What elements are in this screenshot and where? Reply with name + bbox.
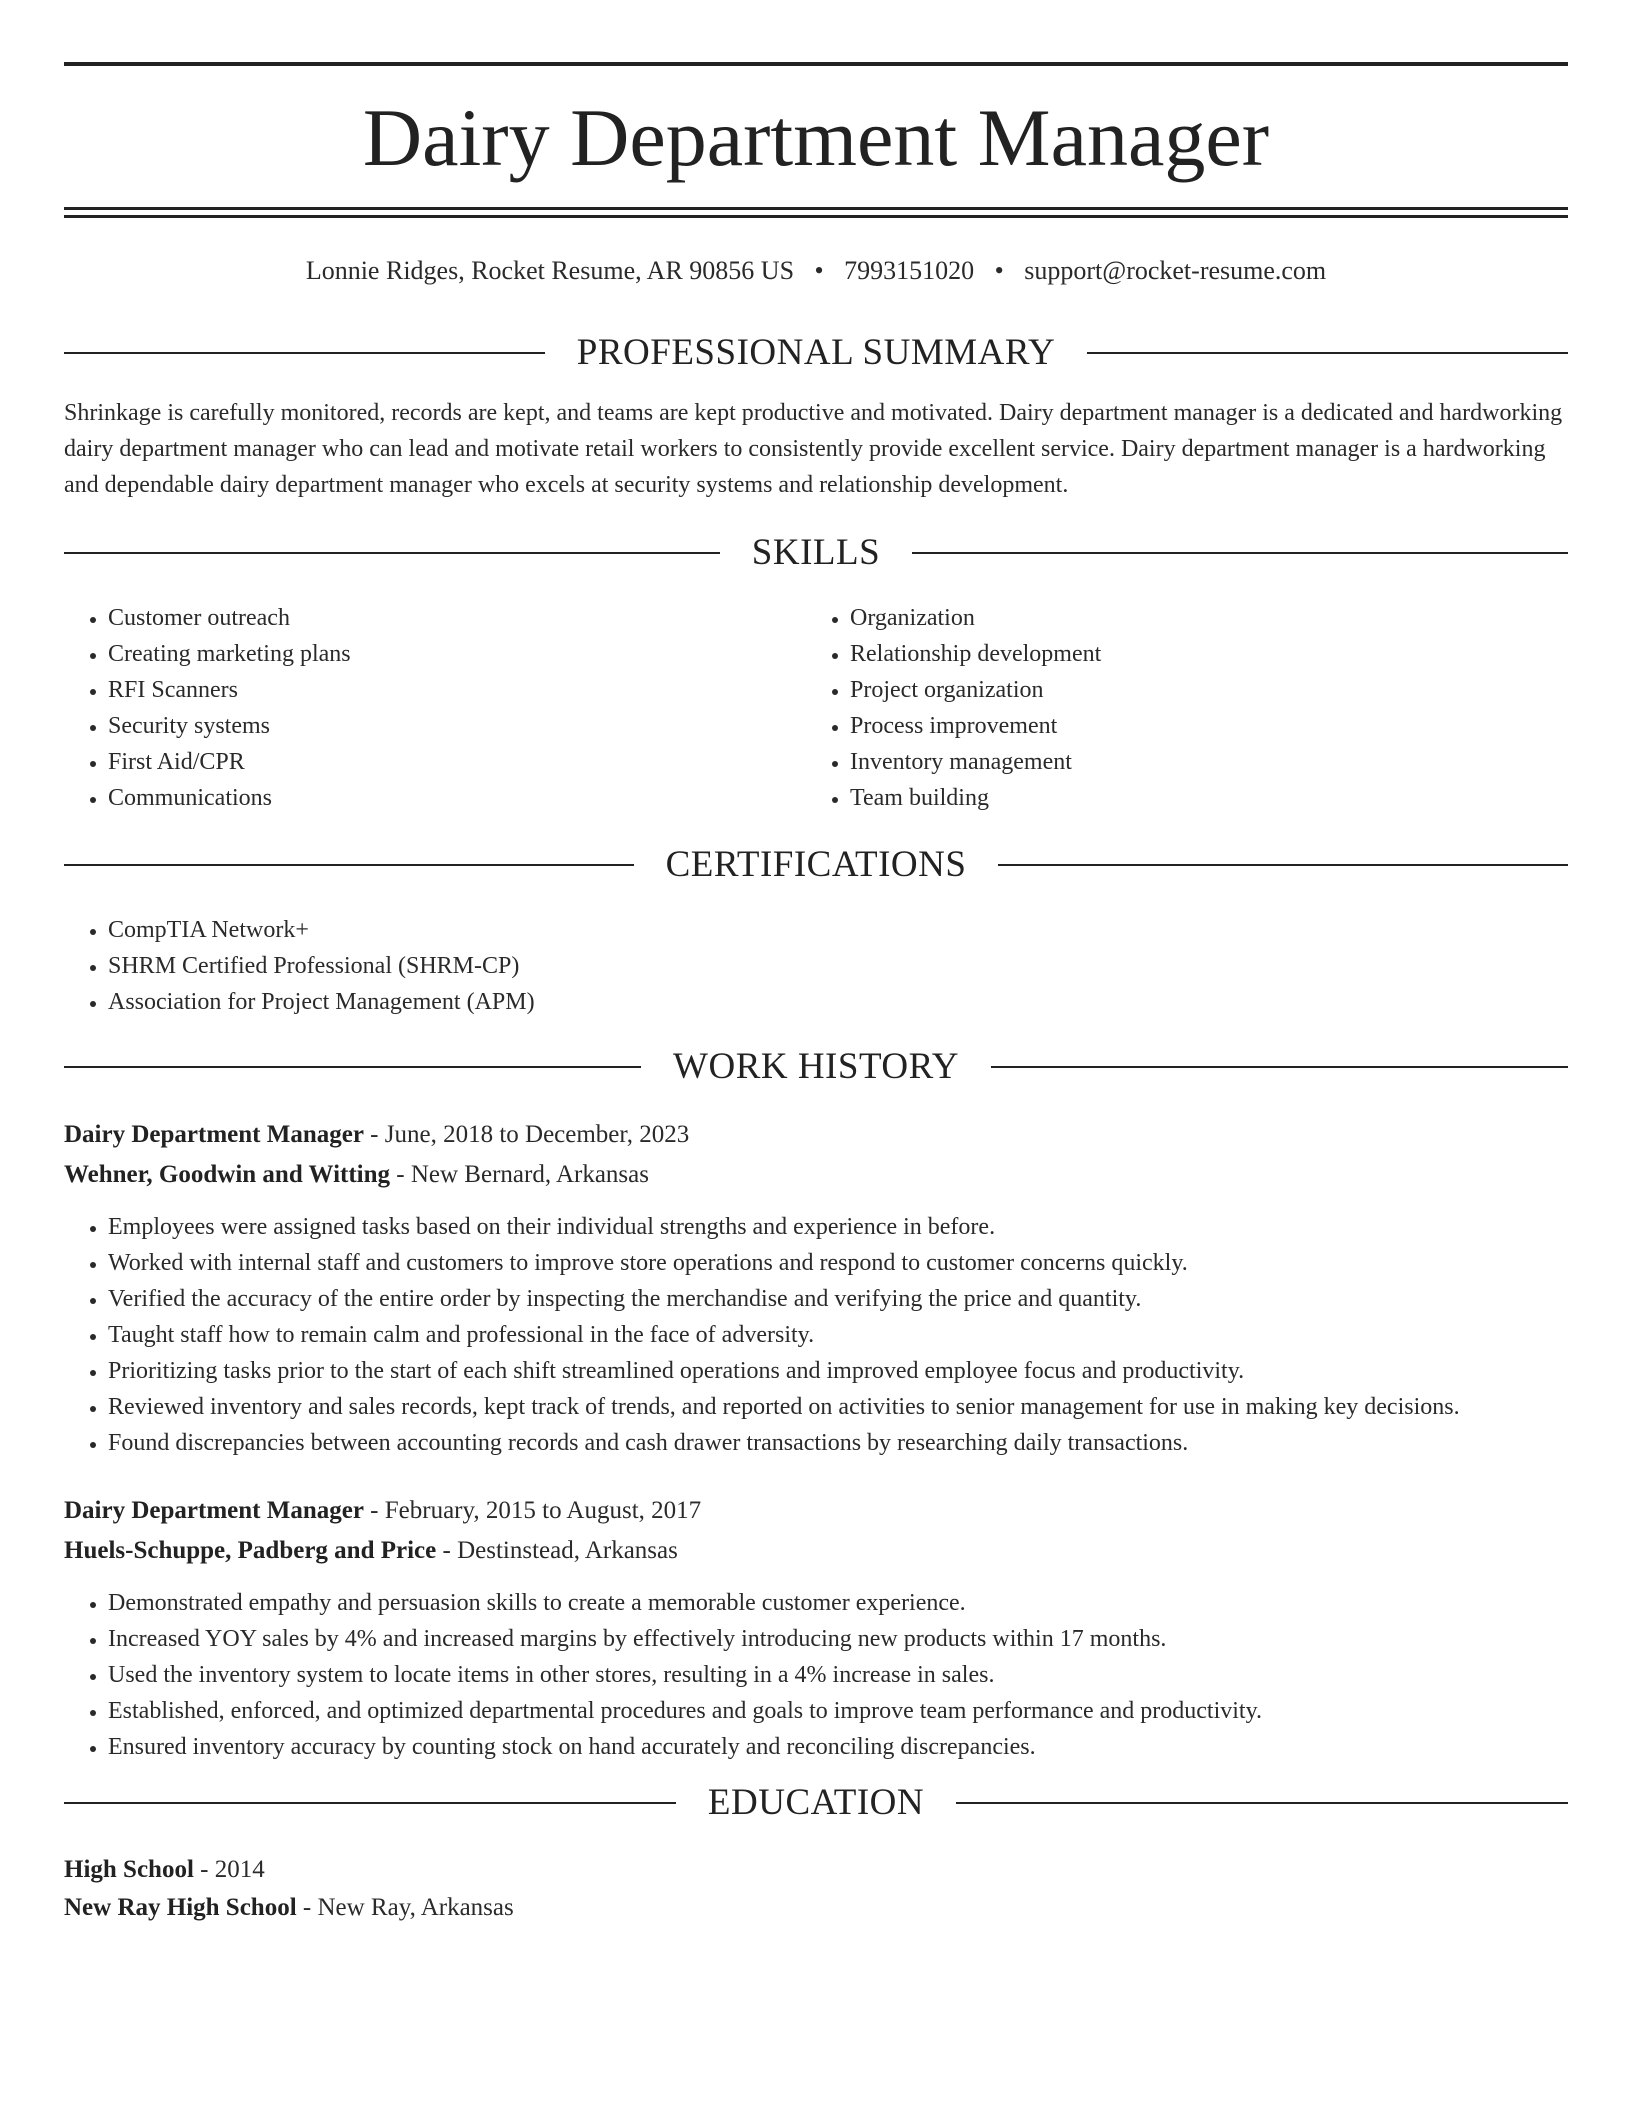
skill-item: • First Aid/CPR <box>108 744 798 780</box>
heading-rule-right <box>991 1066 1568 1068</box>
education-school: New Ray High School <box>64 1894 297 1921</box>
contact-email: support@rocket-resume.com <box>1024 256 1327 285</box>
heading-rule-right <box>912 552 1568 554</box>
skill-item: • Project organization <box>850 672 1550 708</box>
job-bullet: • Taught staff how to remain calm and professional in the face of adversity. <box>108 1317 1628 1353</box>
certification-item: • Association for Project Management (APM) <box>108 984 1508 1020</box>
skill-item: • Communications <box>108 780 798 816</box>
job-dates: - February, 2015 to August, 2017 <box>363 1497 702 1524</box>
section-heading-skills <box>64 531 1568 575</box>
skills-list-right <box>806 600 1550 816</box>
education-degree: High School <box>64 1856 194 1883</box>
title-double-rule-lower <box>64 215 1568 218</box>
section-title: EDUCATION <box>707 1782 925 1823</box>
job-role: Dairy Department Manager <box>64 1497 364 1524</box>
skill-item: • Inventory management <box>850 744 1550 780</box>
job-bullet: • Prioritizing tasks prior to the start of each shift streamlined operations and improved employee focus and productivity. <box>108 1353 1628 1389</box>
job-bullet: • Demonstrated empathy and persuasion skills to create a memorable customer experience. <box>108 1585 1628 1621</box>
skill-item: • RFI Scanners <box>108 672 798 708</box>
education-location: - New Ray, Arkansas <box>296 1894 514 1921</box>
section-heading-summary <box>64 331 1568 375</box>
job-company-line <box>64 1533 678 1569</box>
heading-rule-left <box>64 352 545 354</box>
resume-title: Dairy Department Manager <box>362 92 1270 183</box>
job-bullets <box>64 1585 1628 1765</box>
certifications-list <box>64 912 1508 1020</box>
job-bullets <box>64 1209 1628 1461</box>
job-bullet: • Verified the accuracy of the entire order by inspecting the merchandise and verifying the price and quantity. <box>108 1281 1628 1317</box>
section-title: SKILLS <box>751 532 881 573</box>
heading-rule-left <box>64 864 634 866</box>
contact-line <box>0 254 1632 288</box>
heading-rule-right <box>998 864 1568 866</box>
job-role: Dairy Department Manager <box>64 1121 364 1148</box>
certification-item: • SHRM Certified Professional (SHRM-CP) <box>108 948 1508 984</box>
job-bullet: • Worked with internal staff and customers to improve store operations and respond to customer concerns quickly. <box>108 1245 1628 1281</box>
certification-item: • CompTIA Network+ <box>108 912 1508 948</box>
skill-item: • Security systems <box>108 708 798 744</box>
section-title: PROFESSIONAL SUMMARY <box>576 332 1056 373</box>
job-bullet: • Found discrepancies between accounting records and cash drawer transactions by researching daily transactions. <box>108 1425 1628 1461</box>
job-title-line <box>64 1117 689 1153</box>
skill-item: • Process improvement <box>850 708 1550 744</box>
heading-rule-left <box>64 1802 676 1804</box>
job-location: - New Bernard, Arkansas <box>390 1161 649 1188</box>
job-company: Huels-Schuppe, Padberg and Price <box>64 1537 437 1564</box>
job-company: Wehner, Goodwin and Witting <box>64 1161 391 1188</box>
job-bullet: • Increased YOY sales by 4% and increased margins by effectively introducing new products within 17 months. <box>108 1621 1628 1657</box>
heading-rule-right <box>1087 352 1568 354</box>
skills-list-left <box>64 600 798 816</box>
skill-item: • Team building <box>850 780 1550 816</box>
job-bullet: • Used the inventory system to locate items in other stores, resulting in a 4% increase in sales. <box>108 1657 1628 1693</box>
contact-phone: 7993151020 <box>844 256 975 285</box>
education-degree-line <box>64 1852 265 1888</box>
heading-rule-left <box>64 1066 641 1068</box>
job-company-line <box>64 1157 649 1193</box>
job-bullet: • Established, enforced, and optimized departmental procedures and goals to improve team performance and productivity. <box>108 1693 1628 1729</box>
job-bullet: • Employees were assigned tasks based on their individual strengths and experience in before. <box>108 1209 1628 1245</box>
job-bullet: • Ensured inventory accuracy by counting stock on hand accurately and reconciling discrepancies. <box>108 1729 1628 1765</box>
contact-separator: • <box>814 256 824 285</box>
summary-text: Shrinkage is carefully monitored, records are kept, and teams are kept productive and motivated. Dairy department manager is a dedicated and hardworking dairy department manager who can lead and motivate retail workers to consistently provide excellent service. Dairy department manager is a hardworking and dependable dairy department manager who excels at security systems and relationship development. <box>64 400 1563 498</box>
section-heading-certifications <box>64 843 1568 887</box>
job-dates: - June, 2018 to December, 2023 <box>363 1121 690 1148</box>
skill-item: • Organization <box>850 600 1550 636</box>
job-title-line <box>64 1493 701 1529</box>
section-title: WORK HISTORY <box>673 1046 959 1087</box>
top-rule <box>64 62 1568 66</box>
skill-item: • Relationship development <box>850 636 1550 672</box>
contact-address: Lonnie Ridges, Rocket Resume, AR 90856 US <box>305 256 795 285</box>
section-heading-education <box>64 1781 1568 1825</box>
heading-rule-left <box>64 552 720 554</box>
education-school-line <box>64 1890 514 1926</box>
contact-separator: • <box>994 256 1004 285</box>
title-double-rule-upper <box>64 207 1568 210</box>
section-heading-work-history <box>64 1045 1568 1089</box>
job-bullet: • Reviewed inventory and sales records, kept track of trends, and reported on activities to senior management for use in making key decisions. <box>108 1389 1628 1425</box>
education-year: - 2014 <box>193 1856 265 1883</box>
section-title: CERTIFICATIONS <box>665 844 967 885</box>
skill-item: • Customer outreach <box>108 600 798 636</box>
heading-rule-right <box>956 1802 1568 1804</box>
job-location: - Destinstead, Arkansas <box>436 1537 678 1564</box>
skill-item: • Creating marketing plans <box>108 636 798 672</box>
